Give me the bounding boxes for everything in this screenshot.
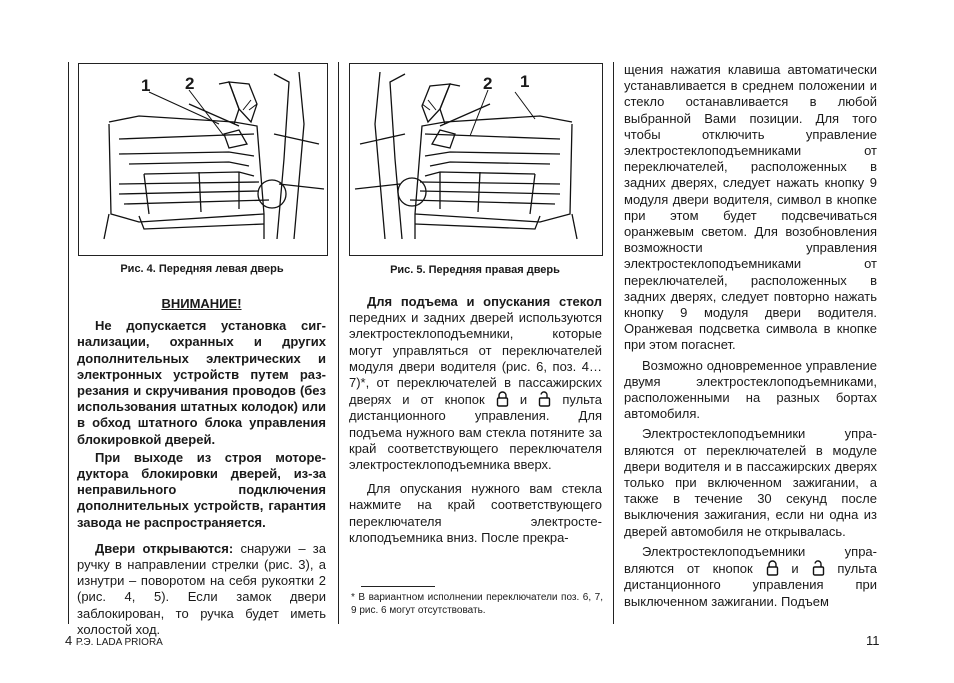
- footnote-rule: [361, 586, 435, 587]
- window-lift-label: Для подъема и опускания стекол: [367, 294, 602, 309]
- window-lower-paragraph: Для опускания нужного вам стекла нажмите на край соответствующего переключателя электростеклоподъемника вниз. После прекра-: [349, 481, 602, 545]
- remote-text-start: Электростеклоподъемники управляются от кнопок: [624, 543, 877, 577]
- lock-key-icon: [766, 560, 779, 576]
- fig4-label-2: 2: [185, 74, 195, 93]
- figure-4-front-left-door: [78, 63, 328, 256]
- fig4-label-1: 1: [141, 76, 151, 95]
- column-3: [624, 62, 877, 610]
- window-lift-paragraph: [349, 294, 602, 473]
- column-rule-left: [68, 62, 69, 624]
- remote-control-paragraph: [624, 544, 877, 610]
- ignition-paragraph: Электростеклоподъемники управляются от переключателей в модуле двери водителя и в пассажирских дверях только при включенном зажигании, а также в течение 30 секунд после выключения зажигания, если ни одна из дверей автомобиля не открывалась.: [624, 426, 877, 539]
- attention-heading: ВНИМАНИЕ!: [161, 296, 242, 311]
- simultaneous-control-paragraph: Возможно одновременное управление двумя электростеклоподъемниками, расположенными на разных бортах автомобиля.: [624, 357, 877, 422]
- figure-5-caption: Рис. 5. Передняя правая дверь: [390, 264, 560, 276]
- figure-5-front-right-door: [349, 63, 603, 256]
- front-right-door-drawing: [350, 64, 602, 255]
- column-rule-right: [613, 62, 614, 624]
- warning-paragraph-1: Не допускается установка сигнализации, охранных и других дополнительных электрических и электронных устройств путем разрезания и скручивания проводов (без использования штатных колодок) или в обход штатного блока управления блокировкой дверей.: [77, 318, 326, 447]
- window-lift-and: и: [508, 392, 539, 408]
- right-page-number: 11: [866, 633, 880, 648]
- doors-open-paragraph: [77, 541, 326, 638]
- lock-key-icon: [496, 391, 509, 407]
- window-lift-text: передних и задних дверей используются электростеклоподъемники, которые могут управляться от переключателей модуля двери водителя (рис. 6, поз. 4…7)*, от переключателей в пассажирских дверях и от кнопок: [349, 310, 602, 408]
- doors-open-text: снаружи – за ручку в направлении стрелки (рис. 3), а изнутри – поворотом на себя рукоятки 2 (рис. 4, 5). Если замок двери заблокирован, то ручка будет иметь холостой ход.: [77, 540, 326, 637]
- fig5-label-1: 1: [520, 72, 530, 91]
- remote-text-tail: пульта дистанционного управления при выключенном зажигании. Подъем: [624, 561, 877, 609]
- column-rule-middle: [338, 62, 339, 624]
- unlock-key-icon: [812, 560, 825, 576]
- figure-4-caption: Рис. 4. Передняя левая дверь: [120, 263, 284, 275]
- remote-text-and: и: [778, 561, 812, 577]
- fig5-label-2: 2: [483, 74, 493, 93]
- front-left-door-drawing: [79, 64, 327, 255]
- footer-left: [65, 633, 163, 648]
- column-2: [349, 294, 602, 546]
- warning-paragraph-2: При выходе из строя моторедуктора блокировки дверей, из-за неправильного подключения дополнительных устройств, гарантия завода не распространяется.: [77, 449, 326, 530]
- unlock-key-icon: [538, 391, 551, 407]
- left-page-number: 4: [65, 633, 73, 648]
- doors-open-label: Двери открываются:: [95, 540, 234, 556]
- window-lift-tail: пульта дистанционного управления. Для подъема нужного вам стекла потяните за край соответствующего переключателя электростеклоподъемника вверх.: [349, 392, 602, 473]
- column-1: [77, 296, 326, 638]
- continuation-paragraph: щения нажатия клавиша автоматически устанавливается в среднем положении и стекло останавливается в любой выбранной Вами позиции. Для того чтобы отключить управление электростеклоподъемниками от переключателей, расположенных в задних дверях, следует нажать кнопку 9 модуля двери водителя, символ в кнопке при этом будет подсвечиваться оранжевым светом. Для возобновления возможности управления электростеклоподъемниками от переключателей, расположенных в задних дверях, следует повторно нажать кнопку 9 модуля двери водителя. Оранжевая подсветка символа в кнопке при этом погаснет.: [624, 62, 877, 353]
- footnote: * В вариантном исполнении переключатели поз. 6, 7, 9 рис. 6 могут отсутствовать.: [351, 592, 603, 616]
- footer-title: Р.Э. LADA PRIORA: [75, 637, 163, 648]
